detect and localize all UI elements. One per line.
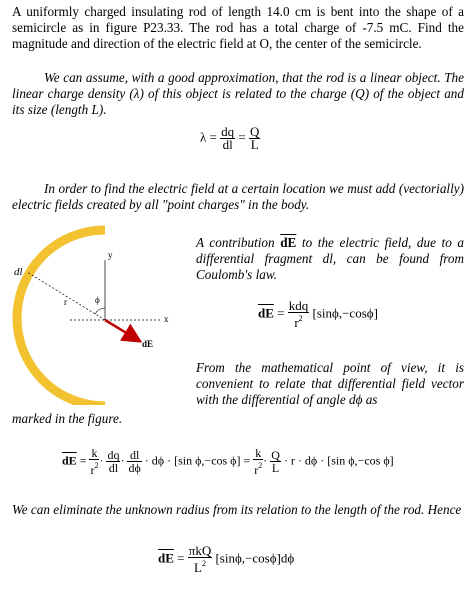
equation-coulomb: $\overline{dE}$ = $\frac{\text{kdq}}{r^2}$ [sinϕ,−cosϕ] <box>258 298 378 330</box>
label-dE: dE <box>142 339 154 349</box>
paragraph-eliminate-radius: We can eliminate the unknown radius from its relation to the length of the rod. Hence <box>12 502 462 517</box>
paragraph-coulomb: A contribution $\overline{dE}$ to the electric field, due to a differential fragment dl, can be found from Coulomb's law. <box>196 235 464 282</box>
charged-rod-arc <box>17 230 105 405</box>
label-r: r <box>64 297 67 307</box>
paragraph-differential: From the mathematical point of view, it is convenient to relate that differential field vector with the differential of angle dϕ as <box>196 360 464 407</box>
dE-vector-symbol: $\overline{dE}$ <box>280 235 297 250</box>
radius-line <box>27 272 105 320</box>
label-phi: ϕ <box>95 295 100 305</box>
eq1-frac-dq-dl: $\frac{dq}{dl}$ <box>221 124 235 152</box>
label-dl: dl <box>14 266 23 278</box>
angle-arc <box>95 308 105 314</box>
eq1-frac-Q-L: $\frac{Q}{L}$ <box>249 124 260 152</box>
problem-statement: A uniformly charged insulating rod of length 14.0 cm is bent into the shape of a semicircle as in figure P23.33. The rod has a total charge of -7.5 mC. Find the magnitude and direction of the electric field at O, the center of the semicircle. <box>12 4 464 51</box>
dE-arrow <box>105 320 138 340</box>
paragraph-marked: marked in the figure. <box>12 411 123 426</box>
paragraph-charge-density: We can assume, with a good approximation, that the rod is a linear object. The linear charge density (λ) of this object is related to the charge (Q) of the object and its size (length L). <box>12 70 464 117</box>
label-x: x <box>164 314 169 324</box>
semicircle-figure <box>10 220 195 405</box>
label-y: y <box>108 250 113 260</box>
eq1-lhs: λ = <box>200 129 217 145</box>
paragraph-superposition: In order to find the electric field at a certain location we must add (vectorially) electric fields created by all "point charges" in the body. <box>12 181 464 212</box>
equation-lambda: λ = $\frac{dq}{dl}$ = $\frac{Q}{L}$ <box>200 124 260 152</box>
equation-expanded: $\overline{dE}$ = $\frac{k}{r^2}$ · $\frac{dq}{dl}$ · $\frac{dl}{d\phi}$ · dϕ · [sin ϕ,−cos ϕ] = $\frac{k}{r^2}$ · $\frac{Q}{L}$ · r · dϕ · [sin ϕ,−cos ϕ] <box>62 446 394 477</box>
equation-final: $\overline{dE}$ = $\frac{\text{πkQ}}{L^2}$ [sinϕ,−cosϕ]dϕ <box>158 543 295 575</box>
